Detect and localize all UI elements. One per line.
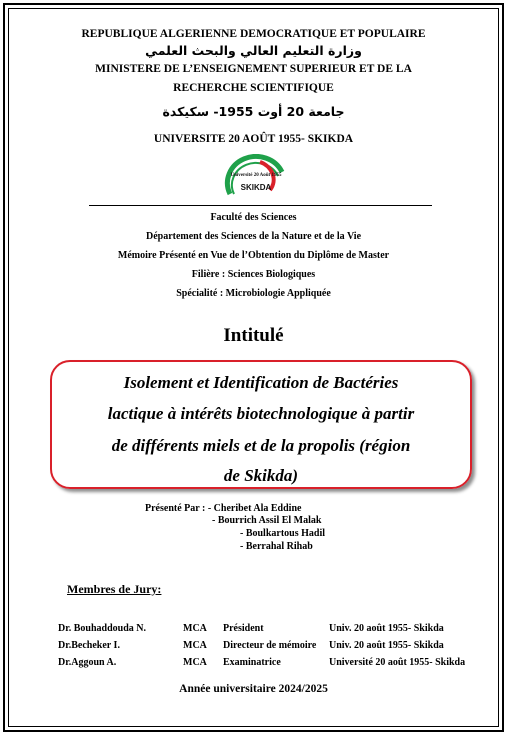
jury-member-institution: Université 20 août 1955- Skikda — [329, 657, 466, 668]
header-divider — [89, 205, 432, 206]
presented-by-label: Présenté Par : - Cheribet Ala Eddine — [145, 503, 302, 514]
university-heading: UNIVERSITE 20 AOÛT 1955- SKIKDA — [153, 133, 354, 145]
jury-member-role: Examinatrice — [223, 657, 281, 668]
jury-member-role: Président — [223, 623, 264, 634]
jury-member-institution: Univ. 20 août 1955- Skikda — [329, 623, 444, 634]
jury-member-name: Dr. Bouhaddouda N. — [58, 623, 147, 634]
jury-member-name: Dr.Becheker I. — [58, 640, 120, 651]
memoire-label: Mémoire Présenté en Vue de l’Obtention du Diplôme de Master — [117, 250, 390, 261]
thesis-title-line2: lactique à intérêts biotechnologique à partir — [107, 404, 415, 423]
author-name: - Bourrich Assil El Malak — [212, 515, 322, 526]
thesis-title-line3: de différents miels et de la propolis (région — [111, 436, 411, 455]
specialite-label: Spécialité : Microbiologie Appliquée — [176, 288, 331, 299]
jury-heading: Membres de Jury: — [67, 582, 162, 596]
thesis-title-line4: de Skikda) — [223, 466, 299, 485]
jury-member-grade: MCA — [183, 640, 207, 651]
jury-member-grade: MCA — [183, 623, 207, 634]
logo-arc-text: Université 20 Août 1955 — [230, 173, 282, 178]
intitule-heading: Intitulé — [223, 325, 284, 346]
jury-member-grade: MCA — [183, 657, 207, 668]
arabic-university-heading: جامعة 20 أوت 1955- سكيكدة — [162, 104, 345, 119]
filiere-label: Filière : Sciences Biologiques — [191, 269, 316, 280]
ministry-heading-line1: MINISTERE DE L’ENSEIGNEMENT SUPERIEUR ET DE LA — [95, 63, 412, 75]
author-name: - Berrahal Rihab — [240, 541, 313, 552]
arabic-ministry-heading: وزارة التعليم العالي والبحث العلمي — [145, 43, 362, 58]
ministry-heading-line2: RECHERCHE SCIENTIFIQUE — [173, 82, 334, 94]
jury-member-institution: Univ. 20 août 1955- Skikda — [329, 640, 444, 651]
jury-member-name: Dr.Aggoun A. — [58, 657, 117, 668]
jury-member-role: Directeur de mémoire — [223, 640, 317, 651]
logo-name-text: SKIKDA — [240, 183, 272, 192]
university-logo — [220, 154, 292, 202]
department-label: Département des Sciences de la Nature et de la Vie — [145, 231, 362, 242]
academic-year: Année universitaire 2024/2025 — [179, 683, 328, 695]
faculty-label: Faculté des Sciences — [210, 212, 297, 223]
thesis-title-line1: Isolement et Identification de Bactéries — [123, 373, 399, 392]
republic-heading: REPUBLIQUE ALGERIENNE DEMOCRATIQUE ET POPULAIRE — [81, 28, 426, 40]
author-name: - Boulkartous Hadil — [240, 528, 326, 539]
